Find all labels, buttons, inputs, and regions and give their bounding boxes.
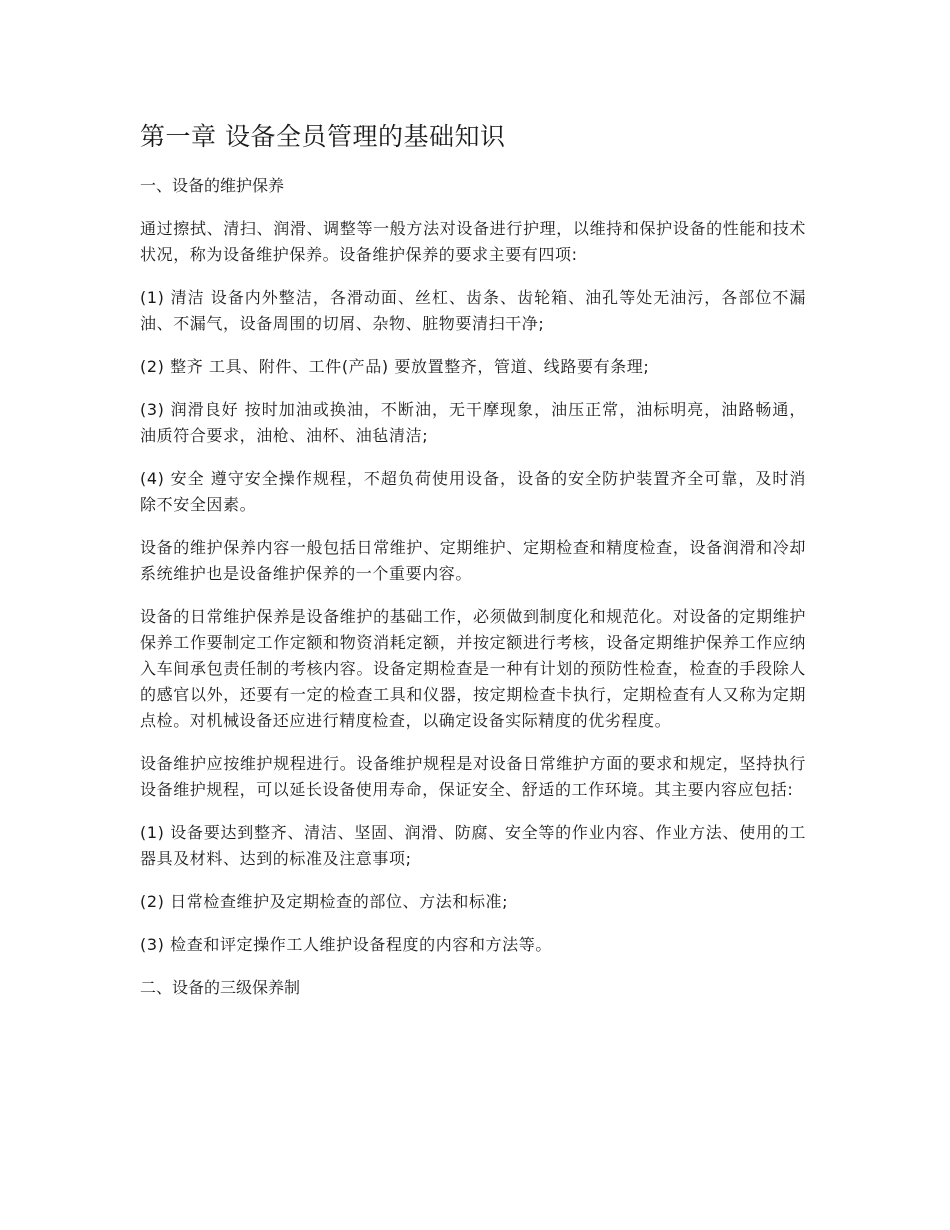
paragraph-maintenance-content: 设备的维护保养内容一般包括日常维护、定期维护、定期检查和精度检查，设备润滑和冷却系统维护也是设备维护保养的一个重要内容。 (140, 538, 806, 583)
paragraph-rule-item-3: (3) 检查和评定操作工人维护设备程度的内容和方法等。 (140, 935, 552, 954)
paragraph-item-safety: (4) 安全 遵守安全操作规程，不超负荷使用设备，设备的安全防护装置齐全可靠，及时消除不安全因素。 (140, 469, 806, 514)
section-heading-maintenance: 一、设备的维护保养 (140, 176, 285, 195)
paragraph-definition: 通过擦拭、清扫、润滑、调整等一般方法对设备进行护理，以维持和保护设备的性能和技术状况，称为设备维护保养。设备维护保养的要求主要有四项: (140, 219, 806, 264)
paragraph-rule-item-1: (1) 设备要达到整齐、清洁、坚固、润滑、防腐、安全等的作业内容、作业方法、使用的工器具及材料、达到的标准及注意事项; (140, 823, 806, 868)
paragraph-item-tidy: (2) 整齐 工具、附件、工件(产品) 要放置整齐，管道、线路要有条理; (140, 357, 650, 376)
document-page (140, 118, 806, 1018)
section-heading-three-level: 二、设备的三级保养制 (140, 978, 301, 997)
paragraph-item-clean: (1) 清洁 设备内外整洁，各滑动面、丝杠、齿条、齿轮箱、油孔等处无油污，各部位不漏油、不漏气，设备周围的切屑、杂物、脏物要清扫干净; (140, 288, 806, 333)
paragraph-rule-item-2: (2) 日常检查维护及定期检查的部位、方法和标准; (140, 892, 509, 911)
paragraph-daily-maintenance: 设备的日常维护保养是设备维护的基础工作，必须做到制度化和规范化。对设备的定期维护保养工作要制定工作定额和物资消耗定额，并按定额进行考核，设备定期维护保养工作应纳入车间承包责任制的考核内容。设备定期检查是一种有计划的预防性检查，检查的手段除人的感官以外，还要有一定的检查工具和仪器，按定期检查卡执行，定期检查有人又称为定期点检。对机械设备还应进行精度检查，以确定设备实际精度的优劣程度。 (140, 607, 806, 730)
paragraph-maintenance-rules: 设备维护应按维护规程进行。设备维护规程是对设备日常维护方面的要求和规定，坚持执行设备维护规程，可以延长设备使用寿命，保证安全、舒适的工作环境。其主要内容应包括: (140, 754, 806, 799)
chapter-title: 第一章 设备全员管理的基础知识 (140, 122, 506, 151)
paragraph-item-lubrication: (3) 润滑良好 按时加油或换油，不断油，无干摩现象，油压正常，油标明亮，油路畅通，油质符合要求，油枪、油杯、油毡清洁; (140, 400, 806, 445)
